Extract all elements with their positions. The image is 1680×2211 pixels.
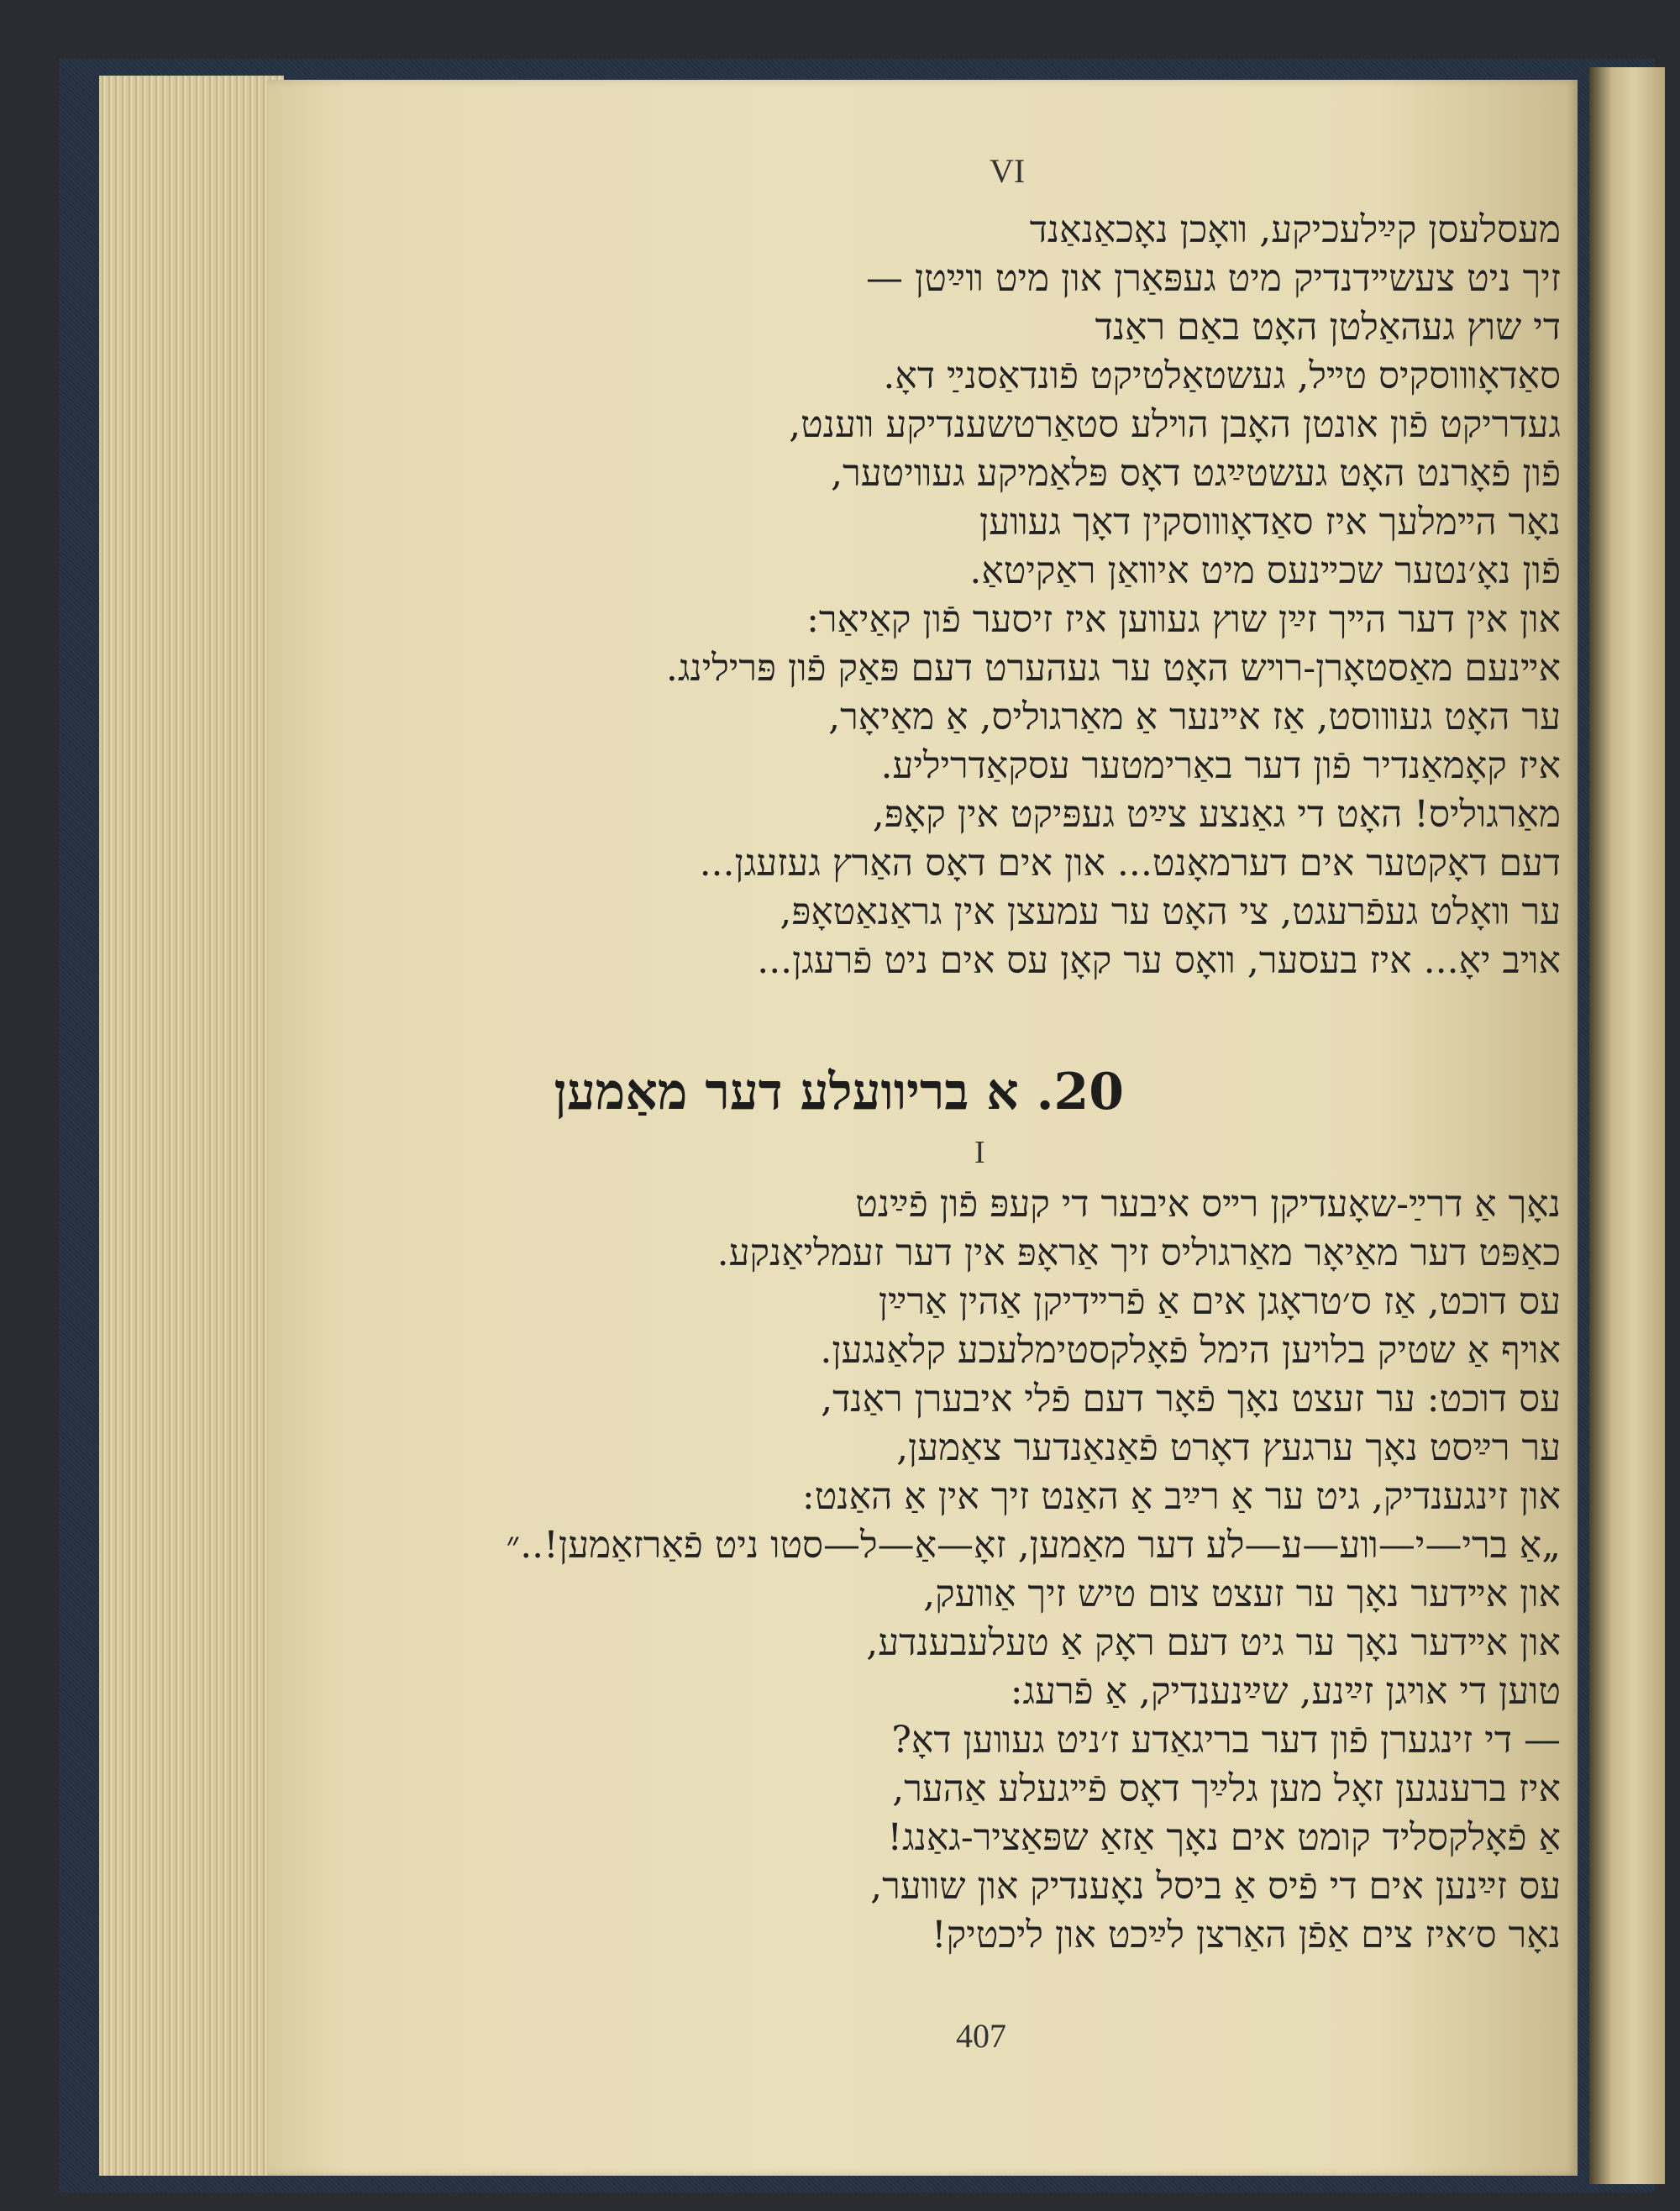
text-line: און אײדער נאָך ער זעצט צום טיש זיך אַװעק, bbox=[923, 1573, 1561, 1615]
text-line: ער האָט געװוסט, אַז אײנער אַ מאַרגוליס, אַ מאַיאָר, bbox=[828, 696, 1561, 738]
poem-title: 20. א בריוועלע דער מאַמען bbox=[554, 1063, 1124, 1121]
text-line: די שוץ געהאַלטן האָט באַם ראַנד bbox=[1095, 306, 1561, 349]
text-line: אײנעם מאַסטאָרן-רױש האָט ער געהערט דעם פּאַק פֿון פּרילינג. bbox=[665, 647, 1561, 690]
facing-page-edge bbox=[1589, 67, 1665, 2184]
text-line: אַ פֿאָלקסליד קומט אים נאָך אַזאַ שפּאַציר-גאַנג! bbox=[887, 1816, 1561, 1859]
text-line: נאָר הײמלעך איז סאַדאָװוסקין דאָך געװען bbox=[979, 501, 1561, 544]
running-header: VI bbox=[990, 152, 1026, 190]
text-line: געדריקט פֿון אונטן האָבן הױלע סטאַרטשענדיקע װענט, bbox=[789, 403, 1561, 446]
text-line: נאָך אַ דרײַ-שאָעדיקן רײס איבער די קעפּ פֿון פֿײַנט bbox=[855, 1183, 1561, 1226]
text-line: מעסלעסן קײַלעכיקע, װאָכן נאָכאַנאַנד bbox=[1029, 208, 1561, 251]
text-line: און זינגענדיק, גיט ער אַ רײַב אַ האַנט זיך אין אַ האַנט: bbox=[801, 1475, 1561, 1518]
text-line: אױב יאָ... איז בעסער, װאָס ער קאָן עס אים ניט פֿרעגן... bbox=[757, 939, 1561, 982]
text-line: און אין דער הײך זײַן שוץ געװען איז זיסער פֿון קאַיאַר: bbox=[806, 598, 1561, 641]
text-line: ער װאָלט געפֿרעגט, צי האָט ער עמעצן אין גראַנאַטאָפּ, bbox=[780, 890, 1561, 933]
text-line: נאָר ס׳איז צים אַפֿן האַרצן לײַכט און ליכטיק! bbox=[932, 1914, 1561, 1956]
page-number: 407 bbox=[956, 2017, 1006, 2055]
text-line: עס דוכט: ער זעצט נאָך פֿאָר דעם פֿלי איבערן ראַנד, bbox=[821, 1378, 1561, 1421]
text-line: פֿון נאָ׳נטער שכײנעס מיט איװאַן ראַקיטאַ. bbox=[969, 549, 1561, 592]
text-line: פֿון פֿאָרנט האָט געשטײַגט דאָס פּלאַמיקע געװיטער, bbox=[831, 452, 1561, 495]
text-line: עס דוכט, אַז ס׳טראָגן אים אַ פֿרײדיקן אַהין אַרײַן bbox=[878, 1280, 1561, 1323]
text-line: זיך ניט צעשײדנדיק מיט געפּאַרן און מיט װײַטן — bbox=[866, 257, 1561, 300]
text-line: עס זײַנען אים די פֿיס אַ ביסל נאָענדיק און שװער, bbox=[870, 1865, 1561, 1908]
book-page bbox=[267, 80, 1578, 2176]
text-line: „אַ ברי—י—װע—ע—לע דער מאַמען, זאָ—אַ—ל—סטו ניט פֿאַרזאַמען!..״ bbox=[506, 1524, 1561, 1567]
text-line: דעם דאָקטער אים דערמאָנט... און אים דאָס האַרץ געזעגן... bbox=[699, 842, 1561, 885]
text-line: כאַפּט דער מאַיאָר מאַרגוליס זיך אַראָפּ אין דער זעמליאַנקע. bbox=[717, 1232, 1561, 1274]
text-line: איז ברענגען זאָל מען גלײַך דאָס פֿײגעלע אַהער, bbox=[892, 1767, 1561, 1810]
text-line: און אײדער נאָך ער גיט דעם ראָק אַ טעלעבענדע, bbox=[866, 1621, 1561, 1664]
page-edges bbox=[99, 76, 284, 2176]
text-line: אױף אַ שטיק בלױען הימל פֿאָלקסטימלעכע קלאַנגען. bbox=[820, 1329, 1561, 1372]
text-line: מאַרגוליס! האָט די גאַנצע צײַט געפּיקט אין קאָפּ, bbox=[872, 793, 1561, 836]
text-line: ער רײַסט נאָך ערגעץ דאָרט פֿאַנאַנדער צאַמען, bbox=[896, 1426, 1561, 1469]
text-line: איז קאָמאַנדיר פֿון דער באַרימטער עסקאַדריליע. bbox=[880, 744, 1561, 787]
text-line: — די זינגערן פֿון דער בריגאַדע ז׳ניט געװען דאָ? bbox=[891, 1719, 1561, 1762]
text-line: טוען די אױגן זײַנע, שײַנענדיק, אַ פֿרעג: bbox=[1010, 1670, 1561, 1713]
text-line: סאַדאָװוסקיס טײל, געשטאַלטיקט פֿונדאַסנײַ דאָ. bbox=[883, 354, 1561, 397]
section-number: I bbox=[974, 1135, 985, 1170]
